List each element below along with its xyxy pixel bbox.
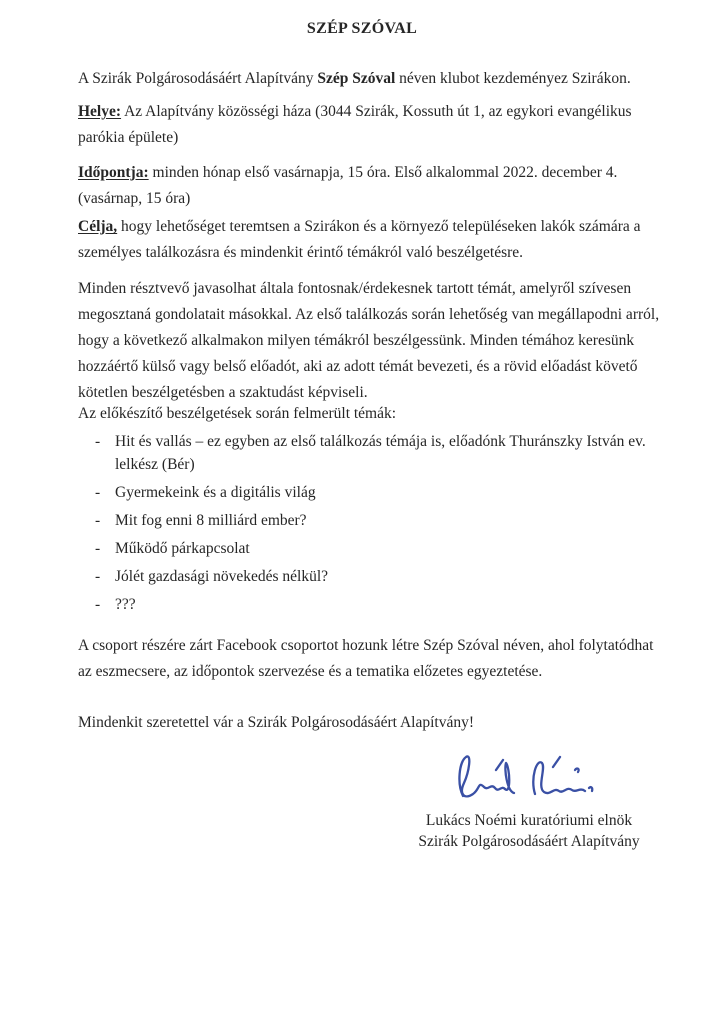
topic-text: lelkész (Bér) [115,456,195,473]
topics-list [78,430,654,621]
list-item [78,481,654,504]
topic-text: Működő párkapcsolat [115,540,250,557]
schedule-text: minden hónap első vasárnapja, 15 óra. Első alkalommal 2022. december 4. [148,164,618,181]
bullet-dash: - [95,484,101,501]
location-text-line2: parókia épülete) [78,129,179,146]
paragraph-participants [78,276,660,406]
intro-text-pre: A Szirák Polgárosodásáért Alapítvány [78,70,318,87]
signature-block [393,750,665,852]
topic-text: Hit és vallás – ez egyben az első találkozás témája is, előadónk Thuránszky István ev. [115,433,646,450]
bullet-dash: - [95,540,101,557]
paragraph-closing: Mindenkit szeretettel vár a Szirák Polgárosodásáért Alapítvány! [78,714,474,731]
topic-text: ??? [115,596,136,613]
location-text: Az Alapítvány közösségi háza (3044 Szirák, Kossuth út 1, az egykori evangélikus [121,103,632,120]
facebook-line: az eszmecsere, az időpontok szervezése és a tematika előzetes egyeztetése. [78,663,543,680]
paragraph-location [78,99,654,151]
topics-intro-line: Az előkészítő beszélgetések során felmerült témák: [78,405,397,422]
list-item [78,430,654,476]
participants-line: megosztaná gondolatait másokkal. Az első találkozás során lehetőség van megállapodni arról, [78,306,660,323]
list-item [78,565,654,588]
paragraph-intro [78,66,654,92]
bullet-dash: - [95,512,101,529]
list-item [78,537,654,560]
purpose-text: hogy lehetőséget teremtsen a Szirákon és a környező településeken lakók számára a [117,218,641,235]
topic-text: Jólét gazdasági növekedés nélkül? [115,568,329,585]
schedule-text-line2: (vasárnap, 15 óra) [78,190,191,207]
bullet-dash: - [95,596,101,613]
participants-line: kötetlen beszélgetésben a szaktudást képviseli. [78,384,368,401]
participants-line: hozzáértő külső vagy belső előadót, aki az adott témát bevezeti, és a rövid előadást követő [78,358,638,375]
schedule-label: Időpontja: [78,164,149,181]
list-item [78,509,654,532]
facebook-line: A csoport részére zárt Facebook csoportot hozunk létre Szép Szóval néven, ahol folytatódhat [78,637,654,654]
bullet-dash: - [95,433,101,450]
signatory-organization: Szirák Polgárosodásáért Alapítvány [418,833,640,850]
paragraph-schedule [78,160,654,212]
signature-handwriting [449,750,609,808]
topic-text: Mit fog enni 8 milliárd ember? [115,512,307,529]
participants-line: hogy a következő alkalmakon milyen témákról beszélgessünk. Minden témához keresünk [78,332,635,349]
location-label: Helye: [78,103,122,120]
signatory-name-title: Lukács Noémi kuratóriumi elnök [425,812,633,829]
bullet-dash: - [95,568,101,585]
document-title: SZÉP SZÓVAL [306,20,418,37]
topic-text: Gyermekeink és a digitális világ [115,484,316,501]
paragraph-facebook [78,633,654,685]
intro-club-name: Szép Szóval [317,70,396,87]
list-item [78,593,654,616]
participants-line: Minden résztvevő javasolhat általa fontosnak/érdekesnek tartott témát, amelyről szívesen [78,280,632,297]
paragraph-purpose [78,214,654,266]
purpose-label: Célja, [78,218,118,235]
intro-text-post: néven klubot kezdeményez Szirákon. [395,70,631,87]
purpose-text-line2: személyes találkozásra és mindenkit érintő témákról való beszélgetésre. [78,244,524,261]
